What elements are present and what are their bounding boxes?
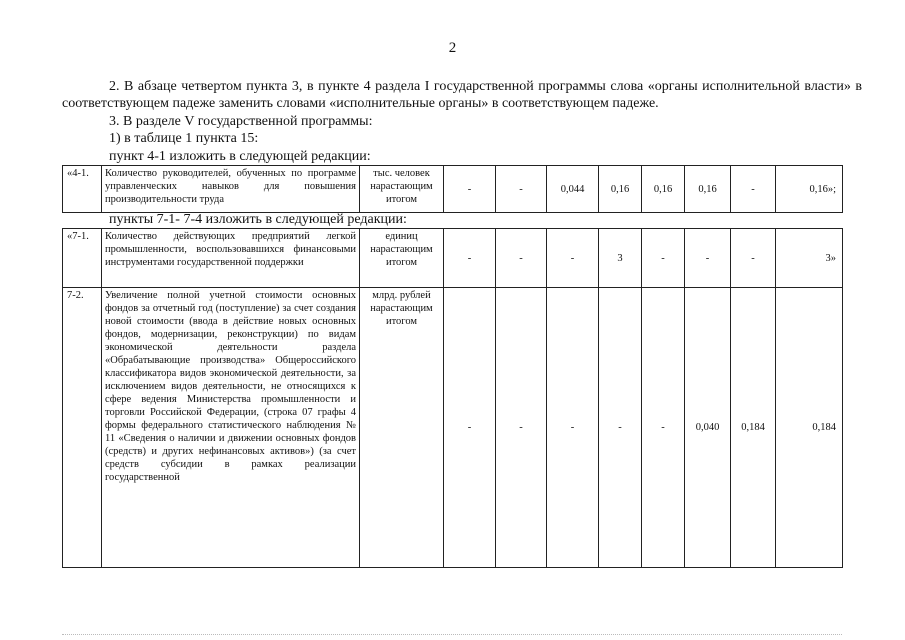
value-cell: - (642, 229, 685, 288)
row-number: «7-1. (63, 229, 102, 288)
page-number: 2 (448, 40, 457, 56)
value-cell: - (444, 229, 496, 288)
value-cell: - (496, 166, 547, 213)
indicator-description: Количество действующих предприятий легкой промышленности, воспользовавшихся финансовыми инструментами государственной поддержки (102, 229, 360, 288)
value-cell: - (547, 288, 599, 568)
scan-edge-line (62, 634, 842, 636)
paragraph-amendment-2: 2. В абзаце четвертом пункта 3, в пункте 4 раздела I государственной программы слова «органы исполнительной власти» в соответствующем падеже заменить словами «исполнительные органы» в соответствующем падеже. (62, 79, 862, 111)
paragraph-section-v: 3. В разделе V государственной программы: (109, 114, 373, 129)
paragraph-items-7-intro: пункты 7-1- 7-4 изложить в следующей редакции: (109, 212, 407, 227)
indicator-description: Увеличение полной учетной стоимости основных фондов за отчетный год (поступление) за счет создания новой стоимости (ввода в действие новых основных фондов, модернизации, реконструкции) по видам экономической деятельности раздела «Обрабатывающие производства» Общероссийского классификатора видов экономической деятельности, за исключением видов деятельности, не относящихся к сфере ведения Министерства промышленности и торговли Российской Федерации, (строка 07 графы 4 формы федерального статистического наблюдения № 11 «Сведения о наличии и движении основных фондов (средств) и других нефинансовых активов») (за счет средств субсидии в рамках реализации государственной (102, 288, 360, 568)
value-cell: - (496, 288, 547, 568)
indicator-table-4-1 (62, 165, 843, 213)
value-cell: 3 (599, 229, 642, 288)
value-cell: - (444, 166, 496, 213)
value-cell: - (642, 288, 685, 568)
row-number: «4-1. (63, 166, 102, 213)
value-cell: - (599, 288, 642, 568)
value-cell: 0,184 (731, 288, 776, 568)
indicator-unit: единиц нарастающим итогом (360, 229, 444, 288)
indicator-table-7 (62, 228, 843, 568)
value-cell: - (731, 229, 776, 288)
paragraph-item-4-1-intro: пункт 4-1 изложить в следующей редакции: (109, 149, 371, 164)
paragraph-table-1: 1) в таблице 1 пункта 15: (109, 131, 259, 146)
table-row (63, 229, 843, 288)
value-cell: - (685, 229, 731, 288)
value-cell: 0,16 (642, 166, 685, 213)
value-cell: - (444, 288, 496, 568)
row-number: 7-2. (63, 288, 102, 568)
indicator-unit: млрд. рублей нарастающим итогом (360, 288, 444, 568)
value-cell: 0,16»; (776, 166, 843, 213)
table-row (63, 166, 843, 213)
value-cell: 0,16 (599, 166, 642, 213)
value-cell: 3» (776, 229, 843, 288)
value-cell: 0,044 (547, 166, 599, 213)
value-cell: 0,184 (776, 288, 843, 568)
value-cell: - (547, 229, 599, 288)
indicator-description: Количество руководителей, обученных по программе управленческих навыков для повышения производительности труда (102, 166, 360, 213)
table-row (63, 288, 843, 568)
value-cell: - (496, 229, 547, 288)
value-cell: 0,16 (685, 166, 731, 213)
value-cell: 0,040 (685, 288, 731, 568)
value-cell: - (731, 166, 776, 213)
indicator-unit: тыс. человек нарастающим итогом (360, 166, 444, 213)
